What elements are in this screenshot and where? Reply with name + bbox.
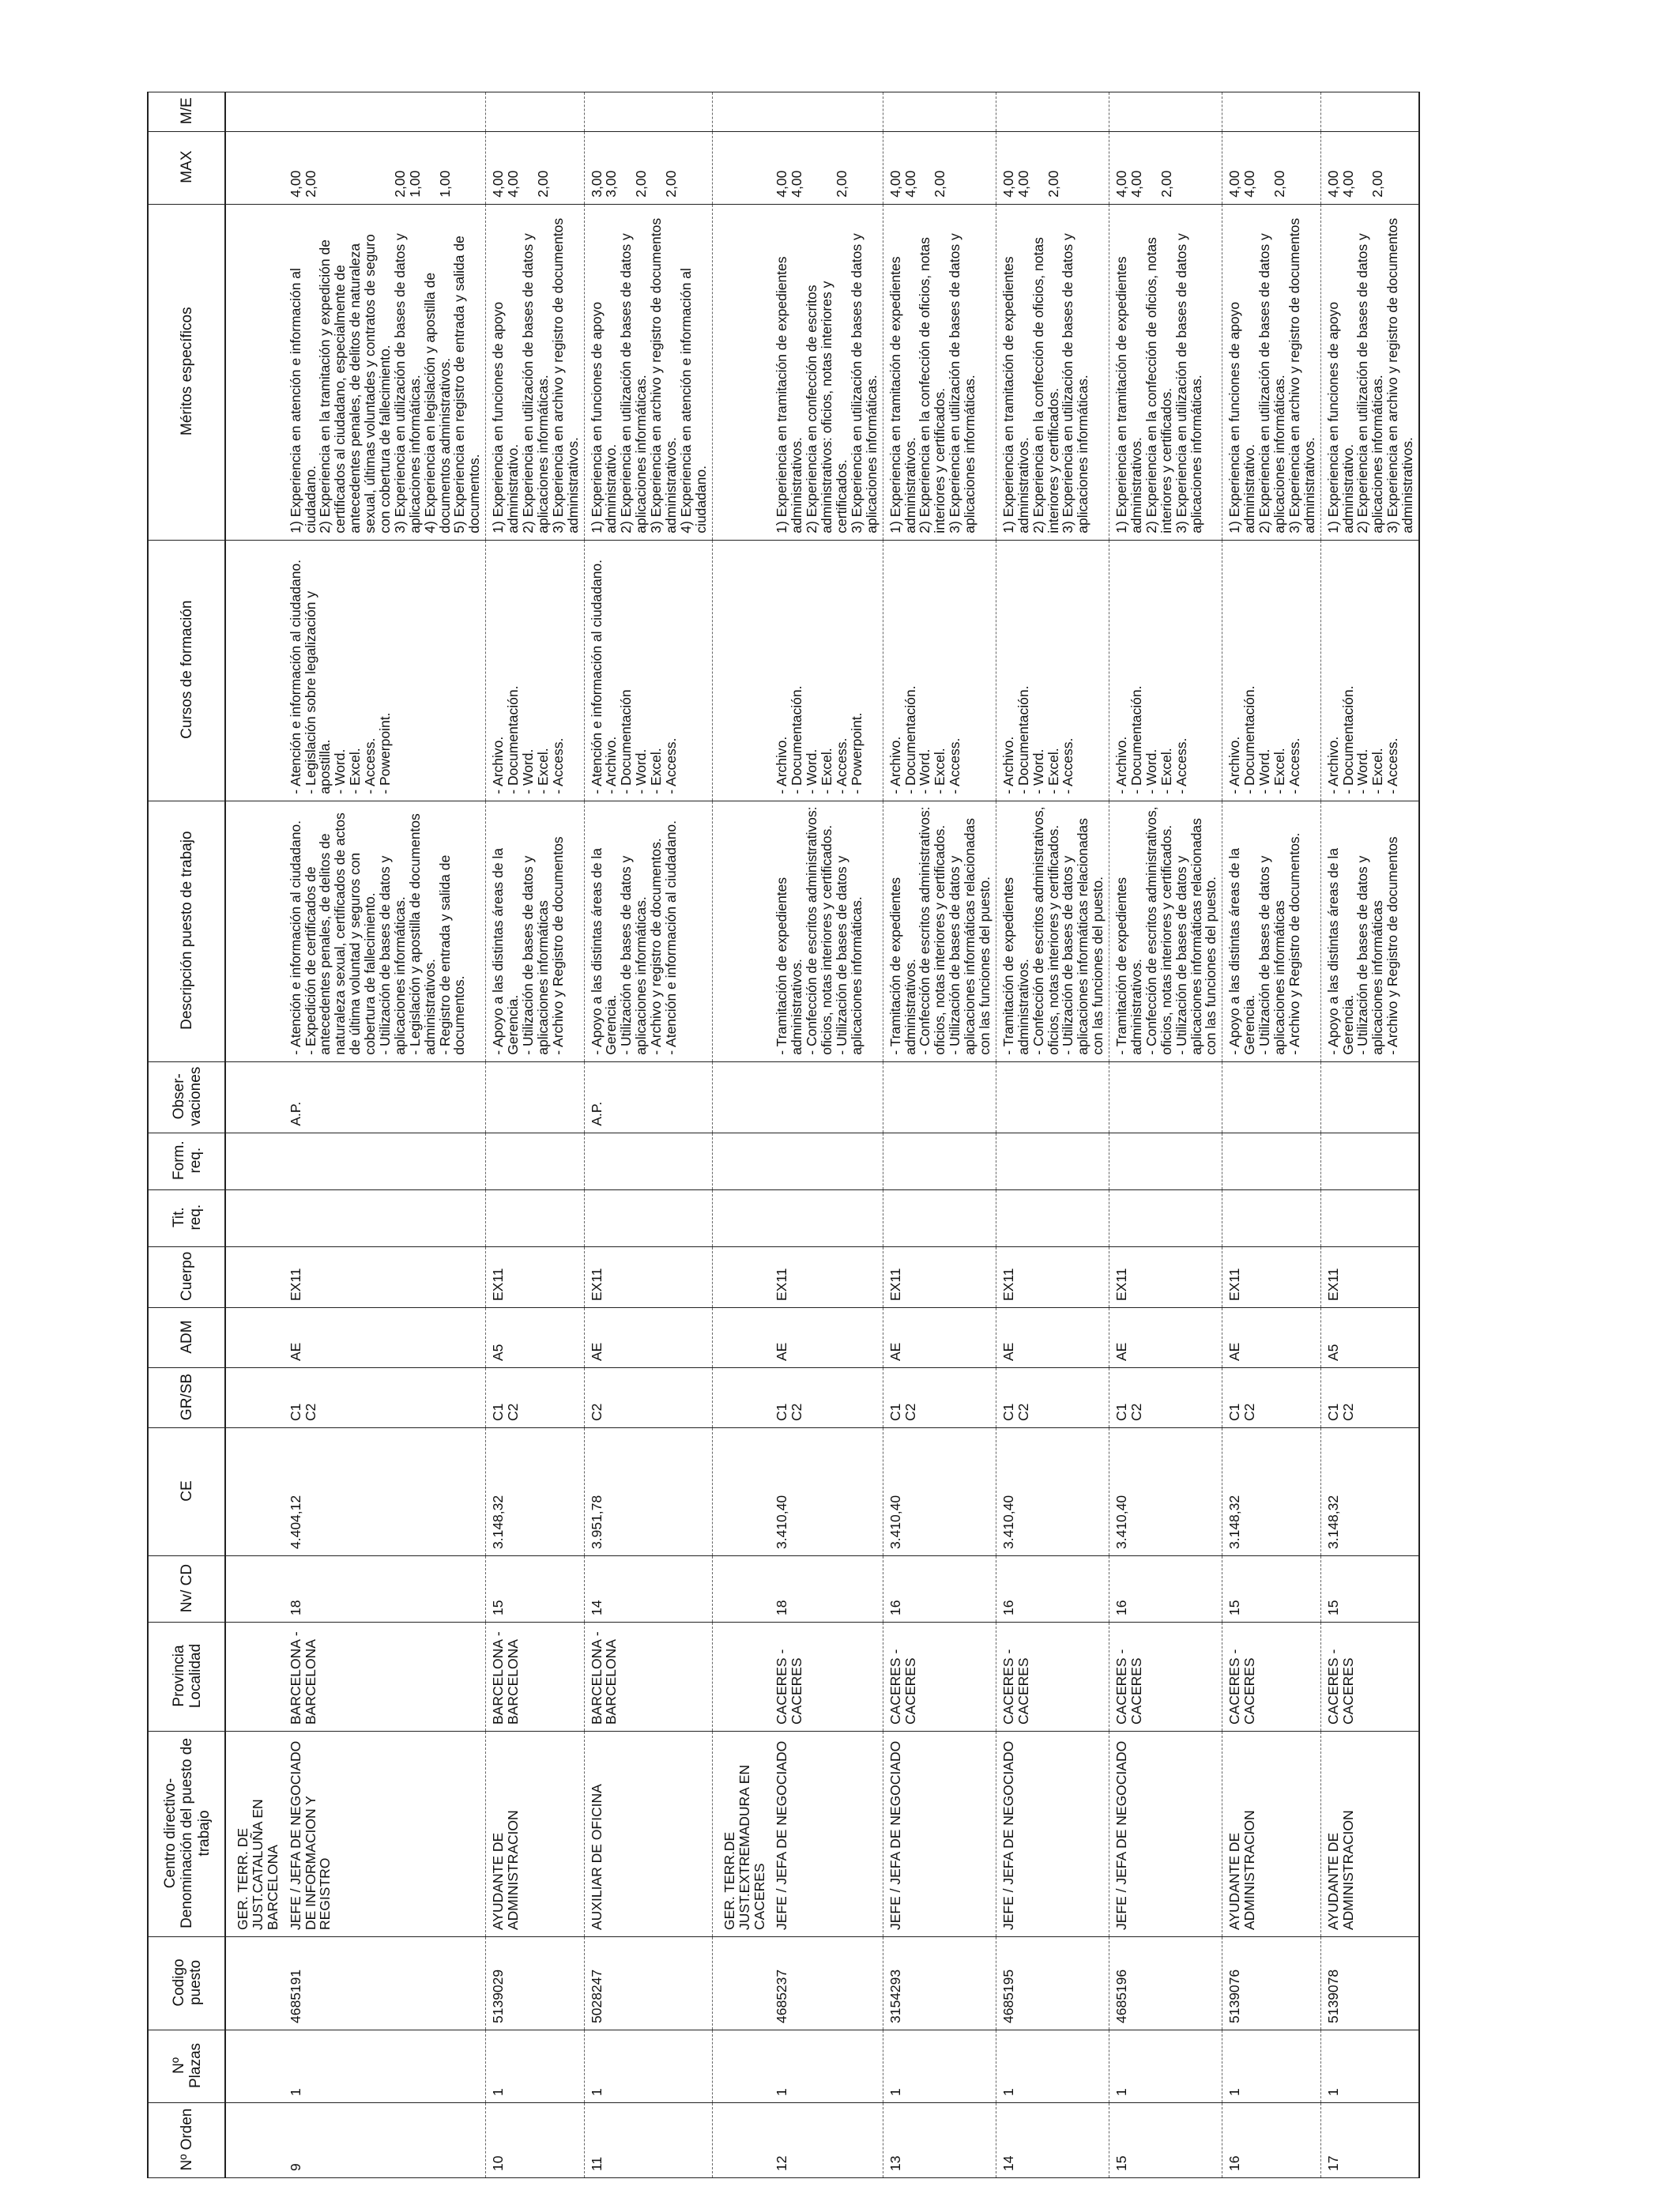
- ce-cell: 3.410,40: [996, 1428, 1109, 1556]
- titulacion-cell: [883, 1189, 996, 1246]
- codigo-cell: 3154293: [883, 1937, 996, 2030]
- grupo-cell: C1 C2: [486, 1368, 584, 1428]
- table-row: [1109, 92, 1222, 2177]
- header-formacion: Form. req.: [148, 1133, 225, 1189]
- formacion-cell: [996, 1133, 1109, 1189]
- max-cell: 4,00 4,00 2,00: [486, 131, 584, 204]
- max-cell: 4,00 4,00 2,00: [770, 131, 883, 204]
- formacion-cell: [1222, 1133, 1320, 1189]
- me-cell: [1222, 92, 1320, 131]
- empty-cell: [225, 1556, 284, 1623]
- grupo-cell: C1 C2: [770, 1368, 883, 1428]
- codigo-cell: 5139029: [486, 1937, 584, 2030]
- cursos-cell: - Archivo. - Documentación. - Word. - Excel. - Access.: [996, 540, 1109, 801]
- formacion-cell: [284, 1133, 486, 1189]
- denominacion-cell: AYUDANTE DE ADMINISTRACION: [1320, 1732, 1419, 1937]
- provincia-cell: CACERES - CACERES: [1222, 1623, 1320, 1732]
- ce-cell: 3.410,40: [770, 1428, 883, 1556]
- empty-cell: [712, 801, 770, 1061]
- nivel-cell: 16: [1109, 1556, 1222, 1623]
- empty-cell: [712, 2103, 770, 2178]
- header-centro: Centro directivo- Denominación del puesto de trabajo: [148, 1732, 225, 1937]
- empty-cell: [712, 1623, 770, 1732]
- table-row: [883, 92, 996, 2177]
- empty-cell: [712, 204, 770, 540]
- table-row: [584, 92, 712, 2177]
- titulacion-cell: [1320, 1189, 1419, 1246]
- grupo-cell: C1 C2: [1320, 1368, 1419, 1428]
- header-observaciones: Obser- vaciones: [148, 1061, 225, 1133]
- adm-cell: AE: [996, 1308, 1109, 1368]
- titulacion-cell: [486, 1189, 584, 1246]
- denominacion-cell: JEFE / JEFA DE NEGOCIADO: [996, 1732, 1109, 1937]
- plazas-cell: 1: [1320, 2030, 1419, 2103]
- adm-cell: AE: [1222, 1308, 1320, 1368]
- header-provincia: Provincia Localidad: [148, 1623, 225, 1732]
- plazas-cell: 1: [1109, 2030, 1222, 2103]
- meritos-cell: 1) Experiencia en tramitación de expedientes administrativos. 2) Experiencia en la confección de oficios, notas interiores y certificados. 3) Experiencia en utilización de bases de datos y aplicaciones informáticas.: [883, 204, 996, 540]
- max-cell: 4,00 4,00 2,00: [1222, 131, 1320, 204]
- header-adm: ADM: [148, 1308, 225, 1368]
- orden-cell: 11: [584, 2103, 712, 2178]
- formacion-cell: [883, 1133, 996, 1189]
- nivel-cell: 16: [883, 1556, 996, 1623]
- table-row: [770, 92, 883, 2177]
- empty-cell: [712, 1937, 770, 2030]
- observaciones-cell: A.P.: [584, 1061, 712, 1133]
- orden-cell: 13: [883, 2103, 996, 2178]
- titulacion-cell: [584, 1189, 712, 1246]
- grupo-cell: C1 C2: [1222, 1368, 1320, 1428]
- adm-cell: A5: [1320, 1308, 1419, 1368]
- codigo-cell: 5028247: [584, 1937, 712, 2030]
- me-cell: [883, 92, 996, 131]
- plazas-cell: 1: [584, 2030, 712, 2103]
- provincia-cell: BARCELONA - BARCELONA: [584, 1623, 712, 1732]
- meritos-cell: 1) Experiencia en atención e información al ciudadano. 2) Experiencia en la tramitación y expedición de certificados al ciudadano, especialmente de antecedentes penales, de delitos de naturaleza sexual, últimas voluntades y contratos de seguro con cobertura de fallecimiento. 3) Experiencia en utilización de bases de datos y aplicaciones informáticas. 4) Experiencia en legislación y apostilla de documentos administrativos. 5) Experiencia en registro de entrada y salida de documentos.: [284, 204, 486, 540]
- header-codigo: Codigo puesto: [148, 1937, 225, 2030]
- nivel-cell: 16: [996, 1556, 1109, 1623]
- meritos-cell: 1) Experiencia en tramitación de expedientes administrativos. 2) Experiencia en la confección de oficios, notas interiores y certificados. 3) Experiencia en utilización de bases de datos y aplicaciones informáticas.: [996, 204, 1109, 540]
- orden-cell: 16: [1222, 2103, 1320, 2178]
- empty-cell: [712, 1556, 770, 1623]
- grupo-cell: C1 C2: [883, 1368, 996, 1428]
- orden-cell: 17: [1320, 2103, 1419, 2178]
- nivel-cell: 18: [284, 1556, 486, 1623]
- titulacion-cell: [1222, 1189, 1320, 1246]
- me-cell: [486, 92, 584, 131]
- empty-cell: [225, 801, 284, 1061]
- observaciones-cell: [883, 1061, 996, 1133]
- cuerpo-cell: EX11: [284, 1246, 486, 1307]
- max-cell: 4,00 4,00 2,00: [996, 131, 1109, 204]
- meritos-cell: 1) Experiencia en funciones de apoyo administrativo. 2) Experiencia en utilización de bases de datos y aplicaciones informáticas. 3) Experiencia en archivo y registro de documentos administrativos.: [1320, 204, 1419, 540]
- unit-row: [712, 92, 770, 2177]
- nivel-cell: 14: [584, 1556, 712, 1623]
- empty-cell: [225, 1246, 284, 1307]
- nivel-cell: 15: [486, 1556, 584, 1623]
- header-descripcion: Descripción puesto de trabajo: [148, 801, 225, 1061]
- meritos-cell: 1) Experiencia en funciones de apoyo administrativo. 2) Experiencia en utilización de bases de datos y aplicaciones informáticas. 3) Experiencia en archivo y registro de documentos administrativos. 4) Experiencia en atención e información al ciudadano.: [584, 204, 712, 540]
- descripcion-cell: - Apoyo a las distintas áreas de la Gerencia. - Utilización de bases de datos y aplicaciones informáticas - Archivo y Registro de documentos.: [1222, 801, 1320, 1061]
- plazas-cell: 1: [284, 2030, 486, 2103]
- cursos-cell: - Archivo. - Documentación. - Word. - Excel. - Access.: [1109, 540, 1222, 801]
- table-row: [486, 92, 584, 2177]
- header-max: MAX: [148, 131, 225, 204]
- grupo-cell: C1 C2: [996, 1368, 1109, 1428]
- empty-cell: [225, 1623, 284, 1732]
- empty-cell: [712, 92, 770, 131]
- denominacion-cell: JEFE / JEFA DE NEGOCIADO: [770, 1732, 883, 1937]
- table-row: [1222, 92, 1320, 2177]
- observaciones-cell: [486, 1061, 584, 1133]
- table-body: [225, 92, 1419, 2177]
- empty-cell: [712, 1133, 770, 1189]
- cuerpo-cell: EX11: [996, 1246, 1109, 1307]
- formacion-cell: [1320, 1133, 1419, 1189]
- adm-cell: A5: [486, 1308, 584, 1368]
- empty-cell: [712, 1189, 770, 1246]
- observaciones-cell: [770, 1061, 883, 1133]
- unit-name: GER. TERR. DE JUST.CATALUÑA EN BARCELONA: [225, 1732, 284, 1937]
- empty-cell: [712, 1428, 770, 1556]
- observaciones-cell: [1109, 1061, 1222, 1133]
- cursos-cell: - Archivo. - Documentación. - Word. - Excel. - Access.: [1320, 540, 1419, 801]
- empty-cell: [712, 540, 770, 801]
- table-row: [996, 92, 1109, 2177]
- denominacion-cell: JEFE / JEFA DE NEGOCIADO: [883, 1732, 996, 1937]
- cursos-cell: - Archivo. - Documentación. - Word. - Excel. - Access.: [1222, 540, 1320, 801]
- max-cell: 4,00 4,00 2,00: [1320, 131, 1419, 204]
- observaciones-cell: A.P.: [284, 1061, 486, 1133]
- cursos-cell: - Atención e información al ciudadano. - Archivo. - Documentación - Word. - Excel. - Access.: [584, 540, 712, 801]
- adm-cell: AE: [1109, 1308, 1222, 1368]
- max-cell: 4,00 4,00 2,00: [1109, 131, 1222, 204]
- max-cell: 4,00 4,00 2,00: [883, 131, 996, 204]
- observaciones-cell: [1222, 1061, 1320, 1133]
- codigo-cell: 5139076: [1222, 1937, 1320, 2030]
- cuerpo-cell: EX11: [486, 1246, 584, 1307]
- cursos-cell: - Atención e información al ciudadano. - Legislación sobre legalización y apostilla. - Word. - Excel. - Access. - Powerpoint.: [284, 540, 486, 801]
- me-cell: [1109, 92, 1222, 131]
- adm-cell: AE: [284, 1308, 486, 1368]
- provincia-cell: BARCELONA - BARCELONA: [284, 1623, 486, 1732]
- empty-cell: [712, 1246, 770, 1307]
- max-cell: 4,00 2,00 2,00 1,00 1,00: [284, 131, 486, 204]
- orden-cell: 15: [1109, 2103, 1222, 2178]
- formacion-cell: [770, 1133, 883, 1189]
- empty-cell: [225, 2103, 284, 2178]
- empty-cell: [225, 1368, 284, 1428]
- denominacion-cell: AYUDANTE DE ADMINISTRACION: [1222, 1732, 1320, 1937]
- unit-row: [225, 92, 284, 2177]
- empty-cell: [225, 540, 284, 801]
- ce-cell: 3.148,32: [486, 1428, 584, 1556]
- empty-cell: [225, 92, 284, 131]
- empty-cell: [225, 131, 284, 204]
- me-cell: [770, 92, 883, 131]
- meritos-cell: 1) Experiencia en tramitación de expedientes administrativos. 2) Experiencia en la confección de oficios, notas interiores y certificados. 3) Experiencia en utilización de bases de datos y aplicaciones informáticas.: [1109, 204, 1222, 540]
- meritos-cell: 1) Experiencia en funciones de apoyo administrativo. 2) Experiencia en utilización de bases de datos y aplicaciones informáticas. 3) Experiencia en archivo y registro de documentos administrativos.: [486, 204, 584, 540]
- adm-cell: AE: [584, 1308, 712, 1368]
- empty-cell: [225, 1428, 284, 1556]
- plazas-cell: 1: [770, 2030, 883, 2103]
- header-ce: CE: [148, 1428, 225, 1556]
- denominacion-cell: AYUDANTE DE ADMINISTRACION: [486, 1732, 584, 1937]
- cuerpo-cell: EX11: [883, 1246, 996, 1307]
- formacion-cell: [1109, 1133, 1222, 1189]
- titulacion-cell: [284, 1189, 486, 1246]
- adm-cell: AE: [770, 1308, 883, 1368]
- cuerpo-cell: EX11: [770, 1246, 883, 1307]
- descripcion-cell: - Tramitación de expedientes administrativos. - Confección de escritos administrativos, oficios, notas interiores y certificados. - Utilización de bases de datos y aplicaciones informáticas relacionadas con las funciones del puesto.: [1109, 801, 1222, 1061]
- grupo-cell: C2: [584, 1368, 712, 1428]
- nivel-cell: 15: [1222, 1556, 1320, 1623]
- empty-cell: [712, 1308, 770, 1368]
- empty-cell: [225, 1061, 284, 1133]
- titulacion-cell: [1109, 1189, 1222, 1246]
- ce-cell: 3.148,32: [1320, 1428, 1419, 1556]
- ce-cell: 3.410,40: [1109, 1428, 1222, 1556]
- cuerpo-cell: EX11: [584, 1246, 712, 1307]
- provincia-cell: CACERES - CACERES: [883, 1623, 996, 1732]
- table-row: [284, 92, 486, 2177]
- header-me: M/E: [148, 92, 225, 131]
- adm-cell: AE: [883, 1308, 996, 1368]
- header-cursos: Cursos de formación: [148, 540, 225, 801]
- denominacion-cell: JEFE / JEFA DE NEGOCIADO DE INFORMACION Y REGISTRO: [284, 1732, 486, 1937]
- codigo-cell: 4685191: [284, 1937, 486, 2030]
- codigo-cell: 4685237: [770, 1937, 883, 2030]
- formacion-cell: [486, 1133, 584, 1189]
- unit-name: GER. TERR.DE JUST.EXTREMADURA EN CACERES: [712, 1732, 770, 1937]
- plazas-cell: 1: [883, 2030, 996, 2103]
- ce-cell: 3.951,78: [584, 1428, 712, 1556]
- observaciones-cell: [1320, 1061, 1419, 1133]
- descripcion-cell: - Apoyo a las distintas áreas de la Gerencia. - Utilización de bases de datos y aplicaciones informáticas - Archivo y Registro de documentos: [486, 801, 584, 1061]
- empty-cell: [225, 1133, 284, 1189]
- descripcion-cell: - Atención e información al ciudadano. - Expedición de certificados de antecedentes penales, de delitos de naturaleza sexual, certificados de actos de última voluntad y seguros con cobertura de fallecimiento. - Utilización de bases de datos y aplicaciones informáticas. - Legislación y apostilla de documentos administrativos. - Registro de entrada y salida de documentos.: [284, 801, 486, 1061]
- plazas-cell: 1: [1222, 2030, 1320, 2103]
- header-nivel: Nv/ CD: [148, 1556, 225, 1623]
- ce-cell: 3.148,32: [1222, 1428, 1320, 1556]
- header-titulacion: Tit. req.: [148, 1189, 225, 1246]
- empty-cell: [225, 1937, 284, 2030]
- orden-cell: 9: [284, 2103, 486, 2178]
- cuerpo-cell: EX11: [1320, 1246, 1419, 1307]
- meritos-cell: 1) Experiencia en tramitación de expedientes administrativos. 2) Experiencia en confección de escritos administrativos: oficios, notas interiores y certificados. 3) Experiencia en utilización de bases de datos y aplicaciones informáticas.: [770, 204, 883, 540]
- nivel-cell: 18: [770, 1556, 883, 1623]
- descripcion-cell: - Tramitación de expedientes administrativos. - Confección de escritos administrativos: oficios, notas interiores y certificados. - Utilización de bases de datos y aplicaciones informáticas relacionadas con las funciones del puesto.: [883, 801, 996, 1061]
- cursos-cell: - Archivo. - Documentación. - Word. - Excel. - Access. - Powerpoint.: [770, 540, 883, 801]
- plazas-cell: 1: [486, 2030, 584, 2103]
- empty-cell: [225, 2030, 284, 2103]
- header-orden: Nº Orden: [148, 2103, 225, 2178]
- header-cuerpo: Cuerpo: [148, 1246, 225, 1307]
- denominacion-cell: JEFE / JEFA DE NEGOCIADO: [1109, 1732, 1222, 1937]
- ce-cell: 4.404,12: [284, 1428, 486, 1556]
- cursos-cell: - Archivo. - Documentación. - Word. - Excel. - Access.: [486, 540, 584, 801]
- descripcion-cell: - Apoyo a las distintas áreas de la Gerencia. - Utilización de bases de datos y aplicaciones informáticas. - Archivo y registro de documentos. - Atención e información al ciudadano.: [584, 801, 712, 1061]
- orden-cell: 14: [996, 2103, 1109, 2178]
- descripcion-cell: - Tramitación de expedientes administrativos. - Confección de escritos administrativos: oficios, notas interiores y certificados. - Utilización de bases de datos y aplicaciones informáticas.: [770, 801, 883, 1061]
- codigo-cell: 5139078: [1320, 1937, 1419, 2030]
- observaciones-cell: [996, 1061, 1109, 1133]
- grupo-cell: C1 C2: [284, 1368, 486, 1428]
- titulacion-cell: [996, 1189, 1109, 1246]
- ce-cell: 3.410,40: [883, 1428, 996, 1556]
- codigo-cell: 4685195: [996, 1937, 1109, 2030]
- table-row: [1320, 92, 1419, 2177]
- header-plazas: Nº Plazas: [148, 2030, 225, 2103]
- provincia-cell: BARCELONA - BARCELONA: [486, 1623, 584, 1732]
- empty-cell: [712, 1061, 770, 1133]
- header-row: [148, 92, 225, 2177]
- formacion-cell: [584, 1133, 712, 1189]
- me-cell: [284, 92, 486, 131]
- cursos-cell: - Archivo. - Documentación. - Word. - Excel. - Access.: [883, 540, 996, 801]
- me-cell: [996, 92, 1109, 131]
- denominacion-cell: AUXILIAR DE OFICINA: [584, 1732, 712, 1937]
- cuerpo-cell: EX11: [1222, 1246, 1320, 1307]
- provincia-cell: CACERES - CACERES: [770, 1623, 883, 1732]
- header-meritos: Méritos específicos: [148, 204, 225, 540]
- header-grupo: GR/SB: [148, 1368, 225, 1428]
- descripcion-cell: - Tramitación de expedientes administrativos. - Confección de escritos administrativos, oficios, notas interiores y certificados. - Utilización de bases de datos y aplicaciones informáticas relacionadas con las funciones del puesto.: [996, 801, 1109, 1061]
- titulacion-cell: [770, 1189, 883, 1246]
- positions-table: [147, 92, 1420, 2178]
- provincia-cell: CACERES - CACERES: [1320, 1623, 1419, 1732]
- empty-cell: [712, 1368, 770, 1428]
- descripcion-cell: - Apoyo a las distintas áreas de la Gerencia. - Utilización de bases de datos y aplicaciones informáticas - Archivo y Registro de documentos: [1320, 801, 1419, 1061]
- provincia-cell: CACERES - CACERES: [996, 1623, 1109, 1732]
- codigo-cell: 4685196: [1109, 1937, 1222, 2030]
- empty-cell: [712, 131, 770, 204]
- empty-cell: [225, 1308, 284, 1368]
- me-cell: [584, 92, 712, 131]
- empty-cell: [225, 204, 284, 540]
- nivel-cell: 15: [1320, 1556, 1419, 1623]
- provincia-cell: CACERES - CACERES: [1109, 1623, 1222, 1732]
- max-cell: 3,00 3,00 2,00 2,00: [584, 131, 712, 204]
- grupo-cell: C1 C2: [1109, 1368, 1222, 1428]
- meritos-cell: 1) Experiencia en funciones de apoyo administrativo. 2) Experiencia en utilización de bases de datos y aplicaciones informáticas. 3) Experiencia en archivo y registro de documentos administrativos.: [1222, 204, 1320, 540]
- orden-cell: 12: [770, 2103, 883, 2178]
- me-cell: [1320, 92, 1419, 131]
- empty-cell: [225, 1189, 284, 1246]
- orden-cell: 10: [486, 2103, 584, 2178]
- empty-cell: [712, 2030, 770, 2103]
- cuerpo-cell: EX11: [1109, 1246, 1222, 1307]
- plazas-cell: 1: [996, 2030, 1109, 2103]
